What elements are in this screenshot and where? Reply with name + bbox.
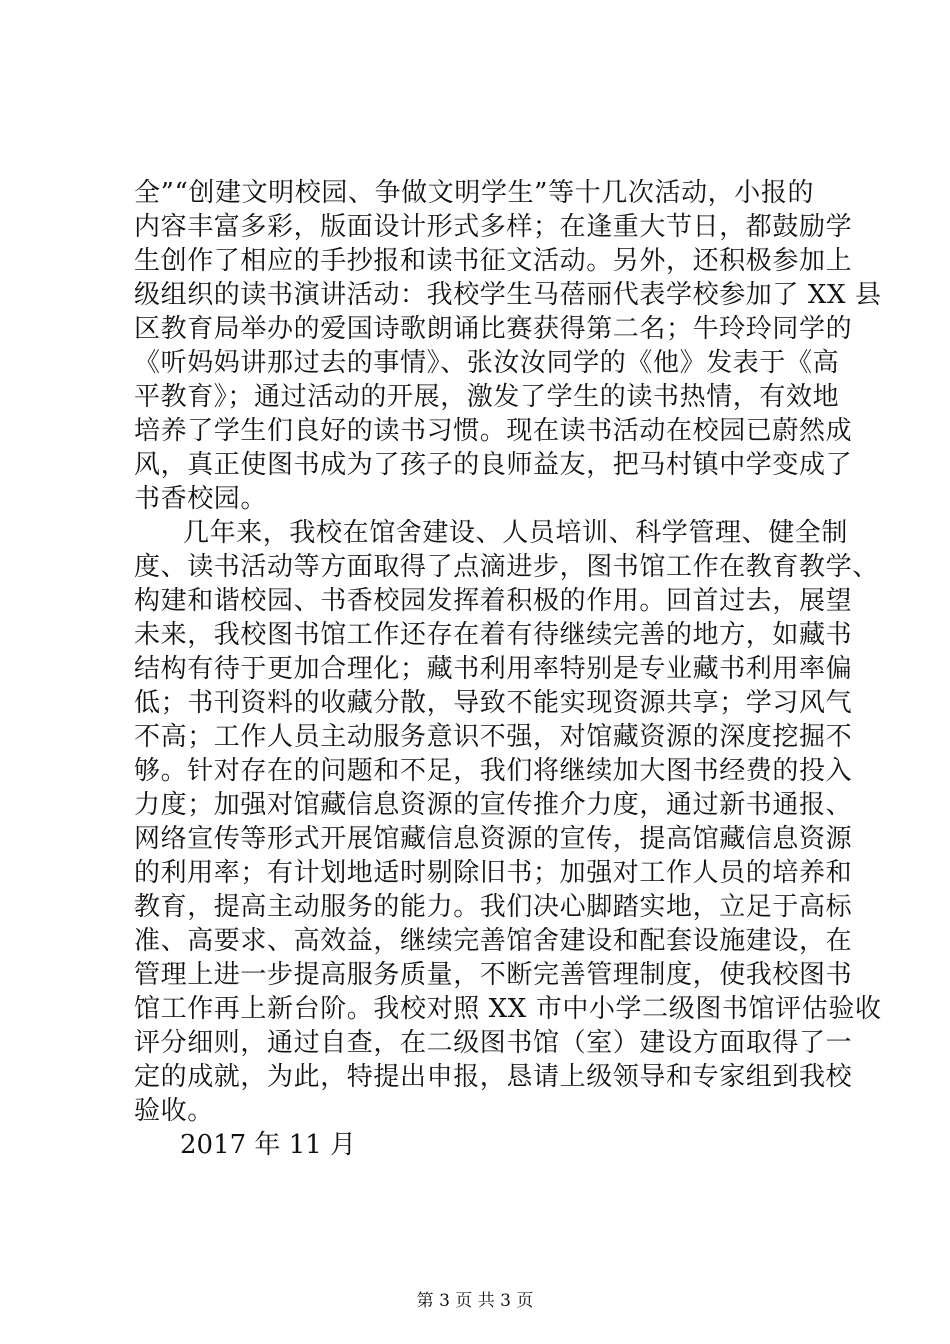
body-text-line: 不高；工作人员主动服务意识不强，对馆藏资源的深度挖掘不 — [134, 722, 853, 752]
body-text-line: 力度；加强对馆藏信息资源的宣传推介力度，通过新书通报、 — [134, 790, 853, 820]
body-text-line: 《听妈妈讲那过去的事情》、张汝汝同学的《他》发表于《高 — [134, 348, 840, 378]
body-text-line: 区教育局举办的爱国诗歌朗诵比赛获得第二名；牛玲玲同学的 — [134, 314, 853, 344]
body-text-line: 馆工作再上新台阶。我校对照 XX 市中小学二级图书馆评估验收 — [134, 994, 882, 1024]
body-text-line: 结构有待于更加合理化；藏书利用率特别是专业藏书利用率偏 — [134, 654, 853, 684]
body-text-line: 定的成就，为此，特提出申报，恳请上级领导和专家组到我校 — [134, 1062, 853, 1092]
body-text-line: 管理上进一步提高服务质量，不断完善管理制度，使我校图书 — [134, 960, 853, 990]
body-text-line: 全”“创建文明校园、争做文明学生”等十几次活动，小报的 — [134, 178, 815, 208]
body-text-line: 书香校园。 — [134, 484, 268, 514]
body-text-line: 内容丰富多彩，版面设计形式多样；在逢重大节日，都鼓励学 — [134, 212, 853, 242]
paragraph-start-line: 几年来，我校在馆舍建设、人员培训、科学管理、健全制 — [183, 518, 849, 548]
body-text-line: 低；书刊资料的收藏分散，导致不能实现资源共享；学习风气 — [134, 688, 853, 718]
body-text-line: 够。针对存在的问题和不足，我们将继续加大图书经费的投入 — [134, 756, 853, 786]
body-text-line: 度、读书活动等方面取得了点滴进步，图书馆工作在教育教学、 — [134, 552, 879, 582]
body-text-line: 平教育》；通过活动的开展，激发了学生的读书热情，有效地 — [134, 382, 840, 412]
body-text-line: 的利用率；有计划地适时剔除旧书；加强对工作人员的培养和 — [134, 858, 853, 888]
body-text-line: 教育，提高主动服务的能力。我们决心脚踏实地，立足于高标 — [134, 892, 853, 922]
body-text-line: 级组织的读书演讲活动：我校学生马蓓丽代表学校参加了 XX 县 — [134, 280, 882, 310]
body-text-line: 验收。 — [134, 1096, 214, 1126]
body-text-line: 风，真正使图书成为了孩子的良师益友，把马村镇中学变成了 — [134, 450, 853, 480]
body-text-line: 网络宣传等形式开展馆藏信息资源的宣传，提高馆藏信息资源 — [134, 824, 853, 854]
body-text-line: 评分细则，通过自查，在二级图书馆（室）建设方面取得了一 — [134, 1028, 853, 1058]
body-text-line: 生创作了相应的手抄报和读书征文活动。另外，还积极参加上 — [134, 246, 853, 276]
body-text-line: 准、高要求、高效益，继续完善馆舍建设和配套设施建设，在 — [134, 926, 853, 956]
document-date: 2017 年 11 月 — [180, 1130, 357, 1160]
page-footer: 第 3 页 共 3 页 — [416, 1291, 534, 1311]
body-text-line: 构建和谐校园、书香校园发挥着积极的作用。回首过去，展望 — [134, 586, 853, 616]
body-text-line: 未来，我校图书馆工作还存在着有待继续完善的地方，如藏书 — [134, 620, 853, 650]
body-text-line: 培养了学生们良好的读书习惯。现在读书活动在校园已蔚然成 — [134, 416, 853, 446]
